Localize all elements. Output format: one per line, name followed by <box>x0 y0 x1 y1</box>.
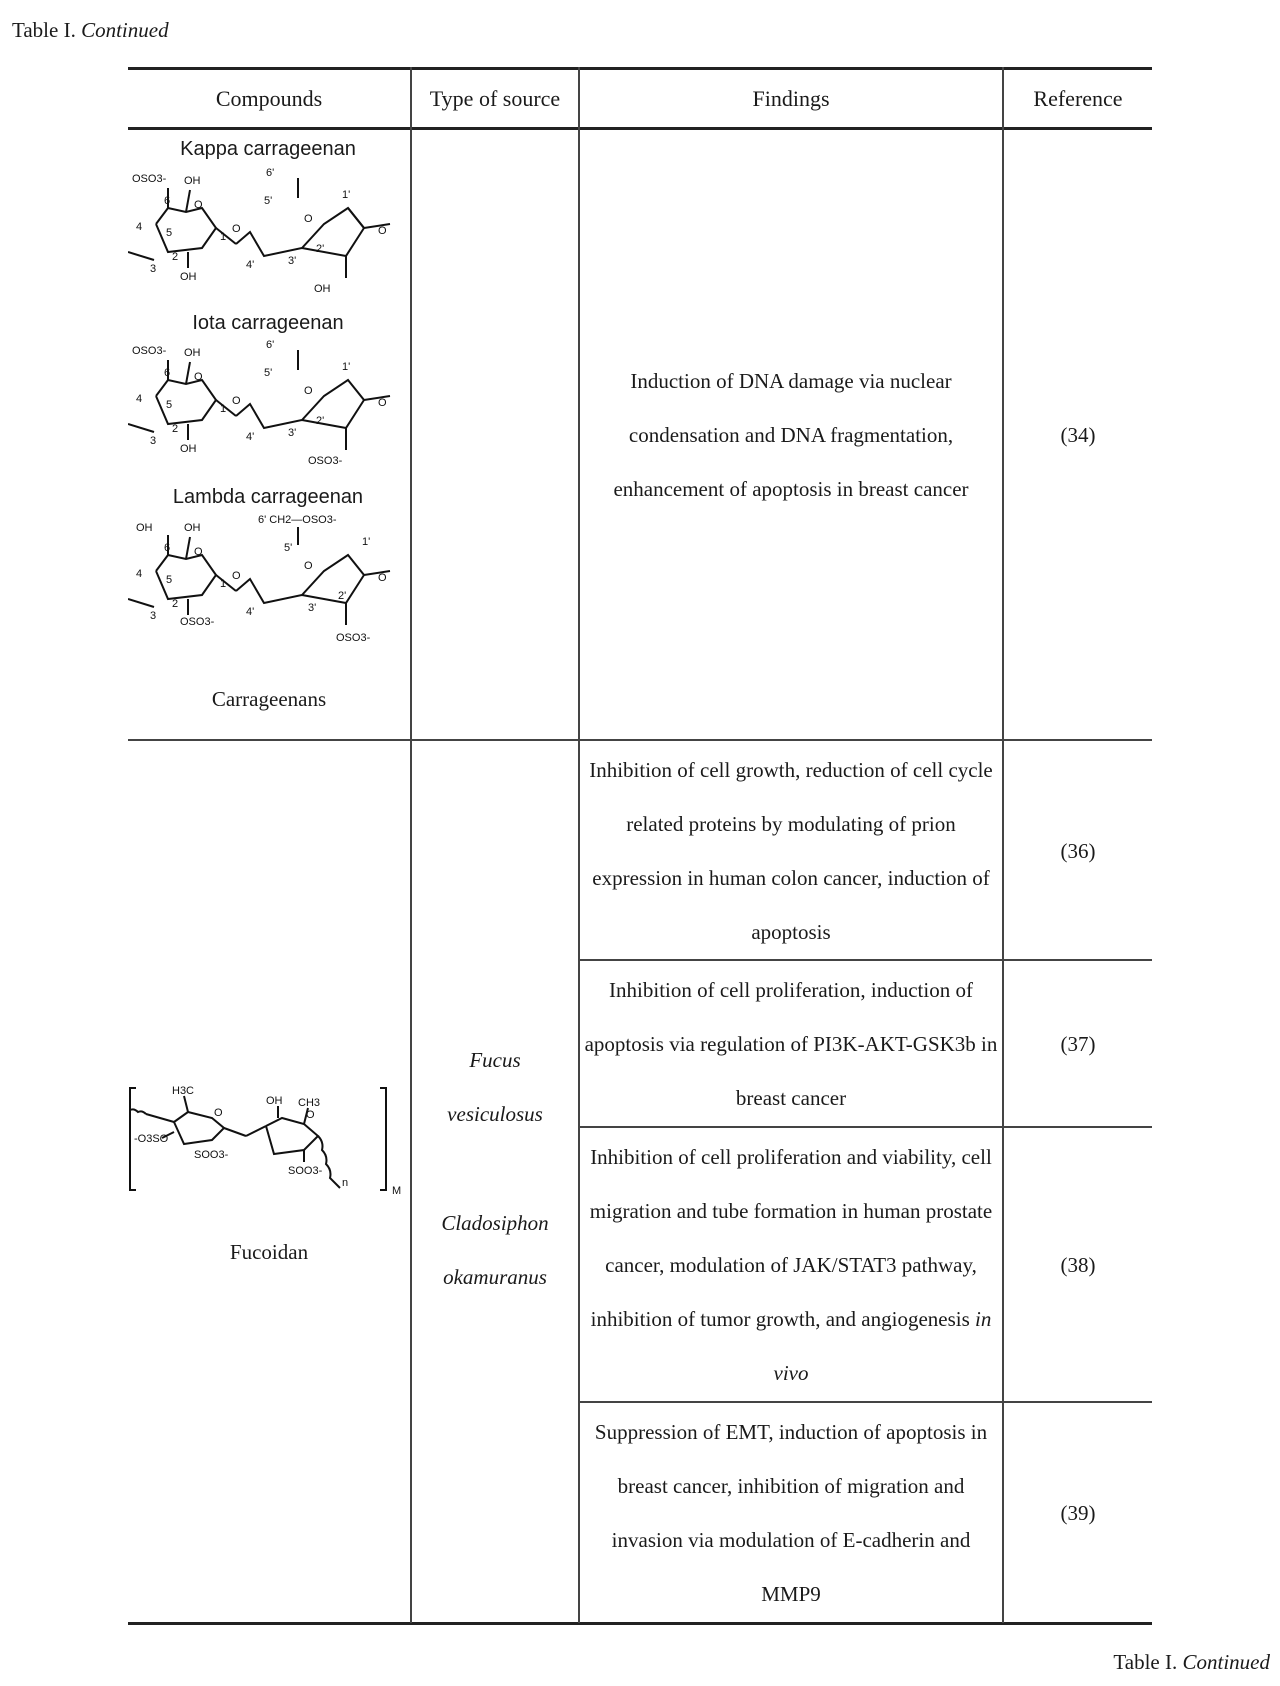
caption-suffix: Continued <box>81 18 169 42</box>
compound-name: Fucoidan <box>229 1240 309 1264</box>
atom-label: 1' <box>342 189 351 201</box>
atom-label: 6' <box>266 340 275 351</box>
atom-label: 1 <box>220 231 227 243</box>
structure-title: Kappa carrageenan <box>180 138 356 160</box>
atom-label: OSO3- <box>180 616 215 628</box>
row-divider <box>128 739 1152 741</box>
header-reference: Reference <box>1033 85 1123 111</box>
table-bottom-rule <box>128 1622 1152 1625</box>
source-text: vesiculosus <box>447 1102 543 1126</box>
atom-label: 2 <box>172 423 179 435</box>
atom-label: OSO3- <box>308 455 343 467</box>
header-source: Type of source <box>429 85 561 111</box>
atom-label: OH <box>180 271 197 283</box>
atom-label: SOO3- <box>288 1165 323 1177</box>
atom-label: 4 <box>136 221 143 233</box>
reference: (36) <box>1060 838 1096 863</box>
atom-label: OSO3- <box>132 173 167 185</box>
caption-suffix: Continued <box>1182 1650 1270 1674</box>
finding-text-main: Inhibition of cell proliferation and viability, cell migration and tube formation in human prostate cancer, modulation of JAK/STAT3 pathway, inhibition of tumor growth, and angiogenesis <box>589 1144 993 1331</box>
atom-label: 3 <box>150 610 157 622</box>
atom-label: 5' <box>264 367 273 379</box>
atom-label: 1 <box>220 578 227 590</box>
atom-label: O <box>232 395 241 407</box>
atom-label: 6' <box>266 168 275 179</box>
col-rule-1 <box>410 67 412 1623</box>
atom-label: 3' <box>288 255 297 267</box>
atom-label: O <box>304 385 313 397</box>
atom-label: 2' <box>316 243 325 255</box>
atom-label: 1 <box>220 403 227 415</box>
atom-label: OH <box>266 1095 283 1107</box>
atom-label: 5 <box>166 227 173 239</box>
atom-label: SOO3- <box>194 1149 229 1161</box>
atom-label: OH <box>136 522 153 534</box>
atom-label: 6' CH2—OSO3- <box>258 515 337 526</box>
atom-label: n <box>342 1177 349 1189</box>
atom-label: O <box>304 213 313 225</box>
atom-label: M <box>392 1185 402 1197</box>
reference: (34) <box>1060 422 1096 447</box>
atom-label: 2' <box>316 415 325 427</box>
atom-label: 3 <box>150 435 157 447</box>
header-findings: Findings <box>752 85 830 111</box>
caption-prefix: Table I. <box>1113 1650 1178 1674</box>
atom-label: O <box>232 223 241 235</box>
finding-text: Induction of DNA damage via nuclear condensation and DNA fragmentation, enhancement of apoptosis in breast cancer <box>613 368 969 501</box>
atom-label: H3C <box>172 1085 195 1097</box>
reference: (37) <box>1060 1031 1096 1056</box>
atom-label: 3 <box>150 263 157 275</box>
reference: (39) <box>1060 1500 1096 1525</box>
caption-bottom <box>1113 1649 1270 1675</box>
atom-label: 5 <box>166 399 173 411</box>
atom-label: OH <box>314 283 331 295</box>
atom-label: OH <box>180 443 197 455</box>
structure-title: Lambda carrageenan <box>172 486 364 508</box>
finding-text: Inhibition of cell growth, reduction of cell cycle related proteins by modulating of prion expression in human colon cancer, induction of apoptosis <box>589 757 993 944</box>
finding-text-italic: in vivo <box>773 1306 992 1385</box>
atom-label: 1' <box>362 536 371 548</box>
atom-label: 2' <box>338 590 347 602</box>
atom-label: O <box>232 570 241 582</box>
atom-label: O <box>194 199 203 211</box>
atom-label: 6 <box>164 542 171 554</box>
col-rule-2 <box>578 67 580 1623</box>
atom-label: O <box>194 546 203 558</box>
atom-label: 5' <box>264 195 273 207</box>
caption-prefix: Table I. <box>12 18 76 42</box>
atom-label: CH3 <box>298 1097 321 1109</box>
finding-text <box>584 1128 998 1401</box>
atom-label: 4' <box>246 606 255 618</box>
atom-label: O <box>304 560 313 572</box>
atom-label: O <box>378 572 387 584</box>
atom-label: OH <box>184 522 201 534</box>
atom-label: -O3SO <box>134 1133 169 1145</box>
atom-label: OH <box>184 347 201 359</box>
finding-text: Suppression of EMT, induction of apoptosis in breast cancer, inhibition of migration and invasion via modulation of E-cadherin and MMP9 <box>594 1419 988 1606</box>
atom-label: 4 <box>136 393 143 405</box>
atom-label: 3' <box>288 427 297 439</box>
atom-label: 2 <box>172 598 179 610</box>
atom-label: 6 <box>164 195 171 207</box>
source-text: Cladosiphon <box>441 1211 549 1235</box>
reference: (38) <box>1060 1252 1096 1277</box>
atom-label: 6 <box>164 367 171 379</box>
atom-label: 1' <box>342 361 351 373</box>
atom-label: OSO3- <box>132 345 167 357</box>
lambda-carrageenan-structure <box>128 515 410 655</box>
atom-label: 5' <box>284 542 293 554</box>
finding-text: Inhibition of cell proliferation, induction of apoptosis via regulation of PI3K-AKT-GSK3b in breast cancer <box>584 977 998 1110</box>
source-text: Fucus <box>469 1048 521 1072</box>
atom-label: O <box>378 397 387 409</box>
atom-label: O <box>194 371 203 383</box>
header-compounds: Compounds <box>215 85 323 111</box>
atom-label: 2 <box>172 251 179 263</box>
source-text: okamuranus <box>443 1265 547 1289</box>
iota-carrageenan-structure <box>128 340 410 472</box>
atom-label: OH <box>184 175 201 187</box>
atom-label: 4 <box>136 568 143 580</box>
fucoidan-structure <box>128 1078 410 1198</box>
atom-label: 4' <box>246 431 255 443</box>
atom-label: O <box>214 1107 223 1119</box>
kappa-carrageenan-structure <box>128 168 410 300</box>
atom-label: OSO3- <box>336 632 371 644</box>
structure-title: Iota carrageenan <box>192 312 344 334</box>
atom-label: O <box>378 225 387 237</box>
compound-name: Carrageenans <box>211 687 327 711</box>
atom-label: 5 <box>166 574 173 586</box>
atom-label: 3' <box>308 602 317 614</box>
atom-label: 4' <box>246 259 255 271</box>
atom-label: O <box>306 1109 315 1121</box>
